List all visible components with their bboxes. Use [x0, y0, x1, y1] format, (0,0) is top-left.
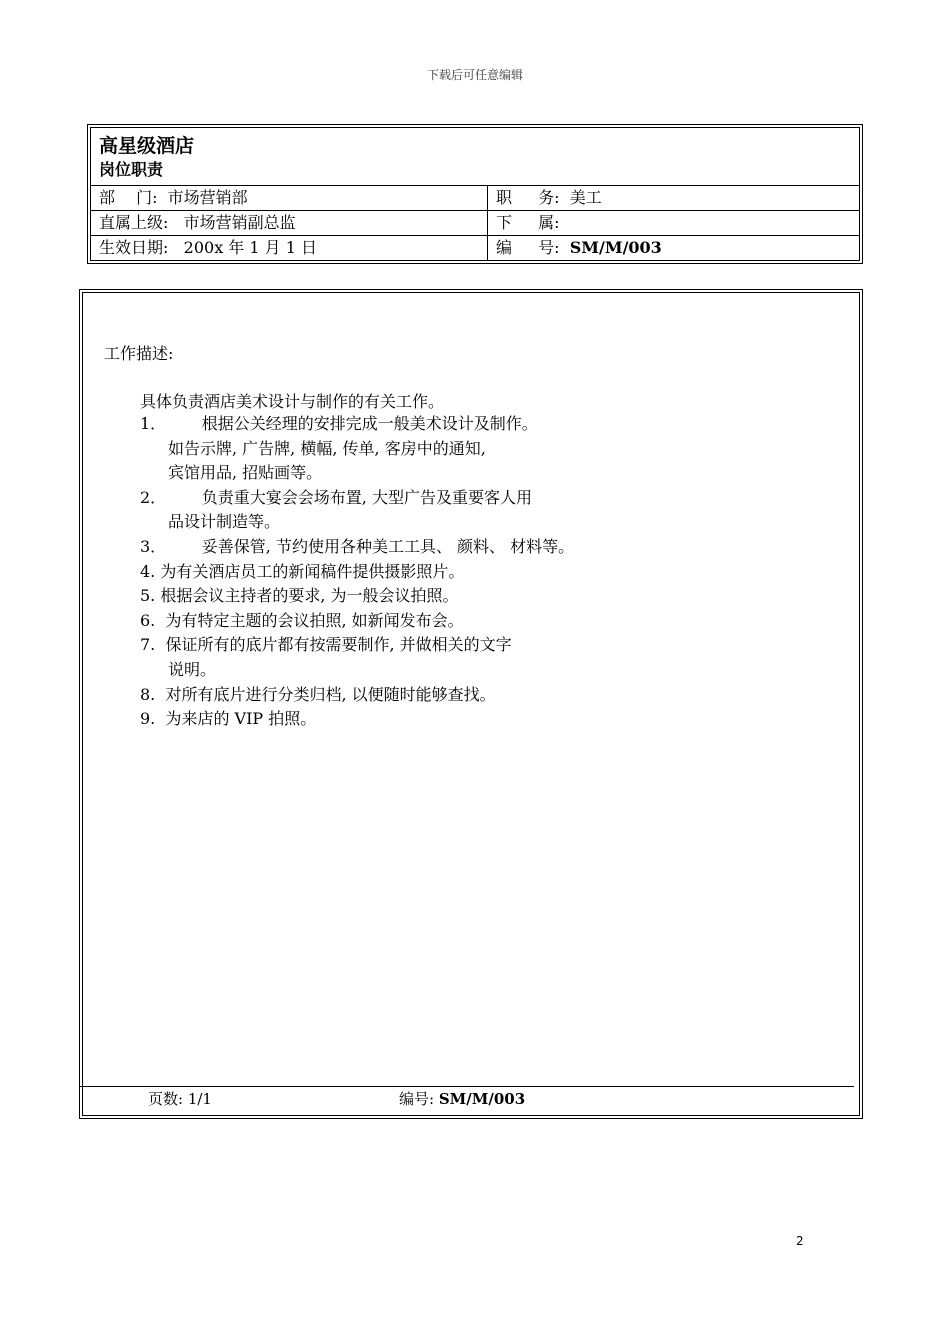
supervisor-cell: 直属上级: 市场营销副总监	[91, 211, 488, 235]
watermark-text: 下载后可任意编辑	[426, 68, 523, 82]
code-value: SM/M/003	[569, 238, 662, 257]
duty-line: 3． 妥善保管, 节约使用各种美工工具、 颜料、 材料等。	[140, 536, 575, 556]
duty-line: 7. 保证所有的底片都有按需要制作, 并做相关的文字	[140, 635, 512, 655]
code-label: 编 号:	[496, 238, 570, 257]
code-cell	[488, 236, 859, 261]
job-description-intro: 具体负责酒店美术设计与制作的有关工作。	[140, 392, 445, 411]
header-row-supervisor	[91, 211, 859, 236]
duty-line: 如告示牌, 广告牌, 横幅, 传单, 客房中的通知,	[168, 438, 486, 458]
duty-line: 6. 为有特定主题的会议拍照, 如新闻发布会。	[140, 610, 464, 630]
duty-line: 9. 为来店的 VIP 拍照。	[140, 709, 317, 729]
duty-line: 1． 根据公关经理的安排完成一般美术设计及制作。	[140, 414, 538, 433]
duty-line: 宾馆用品, 招贴画等。	[168, 463, 323, 483]
header-row-effective-date	[91, 236, 859, 261]
document-subtitle: 岗位职责	[99, 160, 164, 179]
duty-line: 8. 对所有底片进行分类归档, 以便随时能够查找。	[140, 684, 496, 704]
duty-line: 2． 负责重大宴会会场布置, 大型广告及重要客人用	[140, 487, 532, 507]
footer-code-label: 编号:	[399, 1090, 439, 1108]
duty-line: 说明。	[168, 659, 217, 679]
header-title-cell	[91, 128, 859, 186]
header-row-department	[91, 186, 859, 211]
duty-line: 5. 根据会议主持者的要求, 为一般会议拍照。	[140, 586, 459, 606]
footer-divider	[79, 1086, 854, 1087]
duty-line: 4. 为有关酒店员工的新闻稿件提供摄影照片。	[140, 561, 465, 581]
subordinate-cell: 下 属:	[496, 213, 560, 232]
job-description-label: 工作描述:	[104, 344, 174, 363]
footer-code-value: SM/M/003	[438, 1090, 526, 1108]
page-number: 2	[796, 1234, 804, 1248]
job-description-box	[79, 289, 863, 1119]
footer-code	[399, 1088, 525, 1109]
header-table	[87, 124, 863, 264]
duty-line: 品设计制造等。	[168, 512, 281, 532]
footer-page-count: 页数: 1/1	[148, 1090, 212, 1108]
department-cell: 部 门: 市场营销部	[91, 186, 488, 210]
effective-date-cell: 生效日期: 200x 年 1 月 1 日	[91, 236, 488, 261]
document-title: 高星级酒店	[99, 135, 195, 157]
position-cell: 职 务: 美工	[496, 188, 602, 207]
duty-list	[140, 412, 574, 732]
